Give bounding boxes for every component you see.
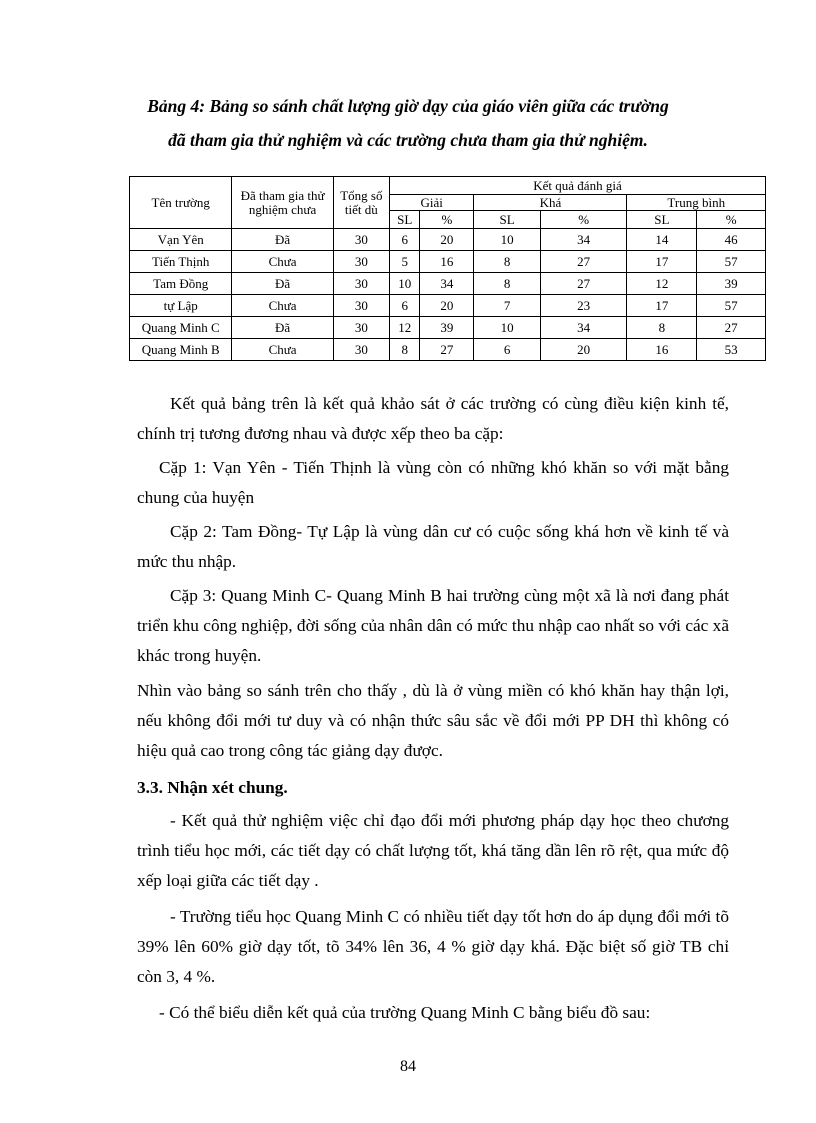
- paragraph-1: Kết quả bảng trên là kết quả khảo sát ở các trường có cùng điều kiện kinh tế, chính trị tương đương nhau và được xếp theo ba cặp:: [137, 394, 729, 443]
- header-fair: Khá: [474, 195, 627, 211]
- table-cell: 27: [540, 273, 627, 295]
- table-row: [130, 251, 766, 273]
- table-cell: 10: [474, 229, 540, 251]
- table-cell: Vạn Yên: [130, 229, 232, 251]
- header-pct: %: [420, 211, 474, 229]
- table-cell: 27: [540, 251, 627, 273]
- table-cell: 20: [420, 229, 474, 251]
- table-cell: 30: [333, 295, 389, 317]
- table-cell: Tiến Thịnh: [130, 251, 232, 273]
- table-row: [130, 295, 766, 317]
- header-pct: %: [540, 211, 627, 229]
- header-school: Tên trường: [130, 177, 232, 229]
- table-cell: 8: [474, 251, 540, 273]
- table-cell: 16: [420, 251, 474, 273]
- table-cell: Quang Minh B: [130, 339, 232, 361]
- header-average: Trung bình: [627, 195, 766, 211]
- table-cell: Chưa: [232, 339, 333, 361]
- header-sl: SL: [390, 211, 420, 229]
- table-caption-line-1: Bảng 4: Bảng so sánh chất lượng giờ dạy của giáo viên giữa các trường: [147, 96, 669, 116]
- table-row: [130, 229, 766, 251]
- table-cell: Đã: [232, 317, 333, 339]
- header-participated: Đã tham gia thử nghiệm chưa: [232, 177, 333, 229]
- table-cell: 16: [627, 339, 697, 361]
- table-cell: 30: [333, 229, 389, 251]
- header-good: Giải: [390, 195, 474, 211]
- comparison-table: [129, 176, 766, 361]
- table-cell: 30: [333, 317, 389, 339]
- table-cell: 39: [697, 273, 766, 295]
- table-cell: 46: [697, 229, 766, 251]
- table-row: [130, 339, 766, 361]
- table-cell: 20: [420, 295, 474, 317]
- paragraph-conclusion: Nhìn vào bảng so sánh trên cho thấy , dù là ở vùng miền có khó khăn hay thận lợi, nếu không đổi mới tư duy và có nhận thức sâu sắc về đổi mới PP DH thì không có hiệu quả cao trong công tác giảng dạy được.: [137, 681, 729, 760]
- table-cell: 10: [474, 317, 540, 339]
- table-cell: 53: [697, 339, 766, 361]
- paragraph-chart-intro: - Có thể biểu diễn kết quả của trường Quang Minh C bằng biểu đồ sau:: [159, 1003, 651, 1022]
- table-cell: 27: [420, 339, 474, 361]
- table-cell: 17: [627, 251, 697, 273]
- table-cell: Đã: [232, 229, 333, 251]
- table-cell: 12: [390, 317, 420, 339]
- paragraph-result-1: - Kết quả thử nghiệm việc chỉ đạo đổi mới phương pháp dạy học theo chương trình tiểu học mới, các tiết dạy có chất lượng tốt, khá tăng dần lên rõ rệt, qua mức độ xếp loại giữa các tiết dạy .: [137, 811, 729, 890]
- table-row: [130, 273, 766, 295]
- table-cell: 34: [540, 317, 627, 339]
- table-cell: 12: [627, 273, 697, 295]
- table-cell: 34: [420, 273, 474, 295]
- table-cell: Tam Đồng: [130, 273, 232, 295]
- table-cell: Chưa: [232, 295, 333, 317]
- paragraph-pair-1: Cặp 1: Vạn Yên - Tiến Thịnh là vùng còn có những khó khăn so với mặt bằng chung của huyện: [137, 458, 729, 507]
- table-cell: 8: [474, 273, 540, 295]
- paragraph-pair-2: Cặp 2: Tam Đồng- Tự Lập là vùng dân cư có cuộc sống khá hơn về kinh tế và mức thu nhập.: [137, 522, 729, 571]
- table-cell: 23: [540, 295, 627, 317]
- header-pct: %: [697, 211, 766, 229]
- table-row: [130, 317, 766, 339]
- table-cell: 34: [540, 229, 627, 251]
- table-cell: Chưa: [232, 251, 333, 273]
- table-cell: 30: [333, 251, 389, 273]
- table-cell: 20: [540, 339, 627, 361]
- section-heading: 3.3. Nhận xét chung.: [137, 778, 288, 797]
- table-cell: 57: [697, 295, 766, 317]
- paragraph-pair-3: Cặp 3: Quang Minh C- Quang Minh B hai trường cùng một xã là nơi đang phát triển khu công nghiệp, đời sống của nhân dân có mức thu nhập cao nhất so với các xã khác trong huyện.: [137, 586, 729, 665]
- header-result: Kết quả đánh giá: [390, 177, 766, 195]
- table-cell: 30: [333, 273, 389, 295]
- table-cell: 27: [697, 317, 766, 339]
- table-cell: 6: [390, 229, 420, 251]
- table-cell: 17: [627, 295, 697, 317]
- table-cell: 7: [474, 295, 540, 317]
- table-cell: 30: [333, 339, 389, 361]
- table-cell: Đã: [232, 273, 333, 295]
- table-cell: 14: [627, 229, 697, 251]
- table-cell: tự Lập: [130, 295, 232, 317]
- table-cell: Quang Minh C: [130, 317, 232, 339]
- table-cell: 57: [697, 251, 766, 273]
- table-cell: 8: [390, 339, 420, 361]
- header-sl: SL: [627, 211, 697, 229]
- table-cell: 39: [420, 317, 474, 339]
- table-caption-line-2: đã tham gia thử nghiệm và các trường chưa tham gia thử nghiệm.: [168, 130, 648, 150]
- table-cell: 8: [627, 317, 697, 339]
- table-cell: 5: [390, 251, 420, 273]
- paragraph-result-2: - Trường tiểu học Quang Minh C có nhiều tiết dạy tốt hơn do áp dụng đổi mới tõ 39% lên 60% giờ dạy tốt, tõ 34% lên 36, 4 % giờ dạy khá. Đặc biệt số giờ TB chỉ còn 3, 4 %.: [137, 907, 729, 986]
- page-number: 84: [400, 1058, 416, 1075]
- table-cell: 6: [474, 339, 540, 361]
- table-cell: 10: [390, 273, 420, 295]
- header-sl: SL: [474, 211, 540, 229]
- header-total: Tổng số tiết dù: [333, 177, 389, 229]
- table-cell: 6: [390, 295, 420, 317]
